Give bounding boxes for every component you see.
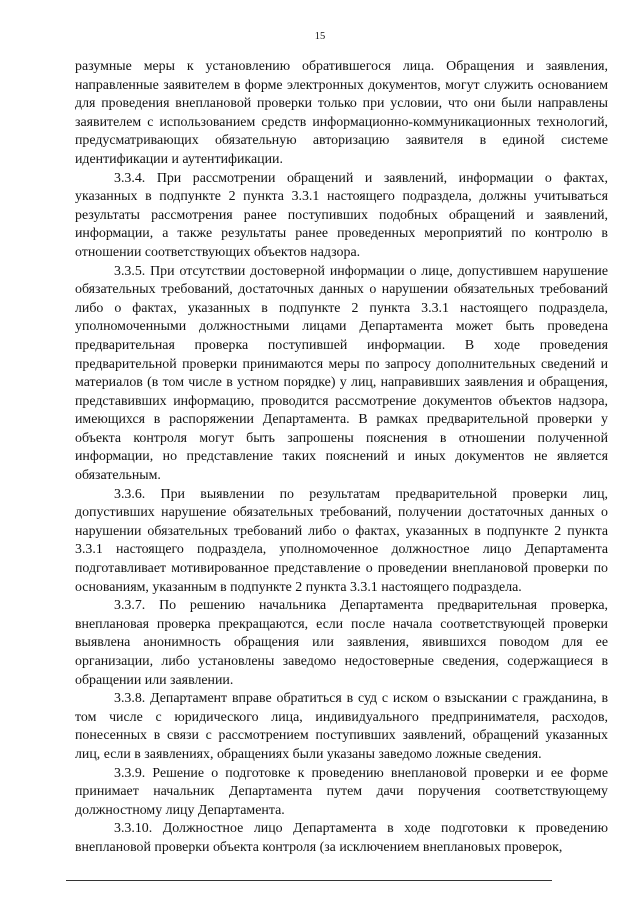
page-number: 15: [314, 31, 326, 42]
paragraph-p7: 3.3.10. Должностное лицо Департамента в ходе подготовки к проведению внеплановой проверки объекта контроля (за исключением внеплановых проверок,: [75, 821, 608, 855]
paragraph-p5: 3.3.8. Департамент вправе обратиться в суд с иском о взыскании с гражданина, в том числе с юридического лица, индивидуального предпринимателя, расходов, понесенных в связи с рассмотрением поступивших заявлений, обращений указанных лиц, если в заявлениях, обращениях были указаны заведомо ложные сведения.: [75, 691, 608, 762]
paragraph-p0: разумные меры к установлению обратившегося лица. Обращения и заявления, направленные заявителем в форме электронных документов, могут служить основанием для проведения внеплановой проверки только при условии, что они были направлены заявителем с использованием средств информационно-коммуникационных технологий, предусматривающих обязательную авторизацию заявителя в единой системе идентификации и аутентификации.: [75, 59, 608, 167]
document-body: [75, 58, 608, 858]
paragraph-p6: 3.3.9. Решение о подготовке к проведению внеплановой проверки и ее форме принимает начальник Департамента путем дачи поручения соответствующему должностному лицу Департамента.: [75, 765, 608, 818]
paragraph-p2: 3.3.5. При отсутствии достоверной информации о лице, допустившем нарушение обязательных требований, достаточных данных о нарушении обязательных требований либо о фактах, указанных в подпункте 2 пункта 3.3.1 настоящего подраздела, уполномоченными должностными лицами Департамента может быть проведена предварительная проверка поступившей информации. В ходе проведения предварительной проверки принимаются меры по запросу дополнительных сведений и материалов (в том числе в устном порядке) у лиц, направивших заявления и обращения, представивших информацию, проводится рассмотрение документов объектов надзора, имеющихся в распоряжении Департамента. В рамках предварительной проверки у объекта контроля могут быть запрошены пояснения в отношении полученной информации, но представление таких пояснений и иных документов не является обязательным.: [75, 263, 608, 484]
paragraph-p1: 3.3.4. При рассмотрении обращений и заявлений, информации о фактах, указанных в подпункте 2 пункта 3.3.1 настоящего подраздела, должны учитываться результаты рассмотрения ранее поступивших подобных обращений и заявлений, информации, а также результаты ранее проведенных мероприятий по контролю в отношении соответствующих объектов надзора.: [75, 170, 608, 260]
paragraph-p4: 3.3.7. По решению начальника Департамента предварительная проверка, внеплановая проверка прекращаются, если после начала соответствующей проверки выявлена анонимность обращения или заявления, явившихся поводом для ее организации, либо установлены заведомо недостоверные сведения, содержащиеся в обращении или заявлении.: [75, 598, 608, 688]
paragraph-p3: 3.3.6. При выявлении по результатам предварительной проверки лиц, допустивших нарушение обязательных требований, получении достаточных данных о нарушении обязательных требований либо о фактах, указанных в подпункте 2 пункта 3.3.1 настоящего подраздела, уполномоченное должностное лицо Департамента подготавливает мотивированное представление о проведении внеплановой проверки по основаниям, указанным в подпункте 2 пункта 3.3.1 настоящего подраздела.: [75, 486, 608, 595]
footer-rule: [66, 880, 552, 881]
